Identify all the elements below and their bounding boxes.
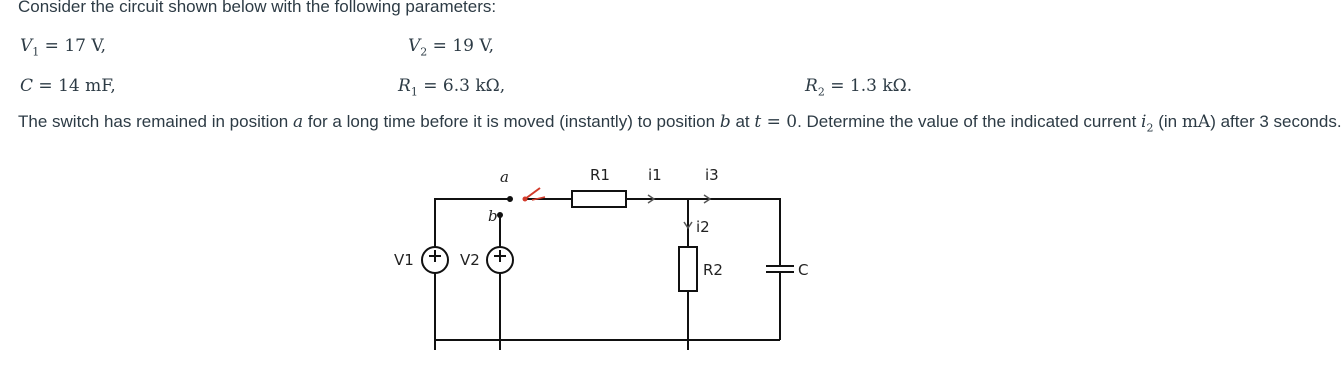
r1-resistor: [572, 191, 626, 207]
v1-source-symbol: [422, 247, 448, 273]
label-i3: i3: [705, 166, 719, 184]
param-v1-value: 17 V,: [64, 36, 107, 56]
label-b: b: [488, 207, 498, 225]
param-v2: $V_2 = 19$ V,: [408, 36, 495, 59]
label-r1: R1: [590, 166, 610, 184]
switch-contact-a: [507, 196, 513, 202]
label-i2: i2: [696, 218, 710, 236]
label-r2: R2: [703, 261, 723, 279]
r2-resistor: [679, 247, 697, 291]
param-c-value: 14 mF,: [58, 76, 116, 96]
param-v1: $V_1 = 17$ V,: [20, 36, 107, 59]
param-v2-value: 19 V,: [452, 36, 495, 56]
label-i1: i1: [648, 166, 662, 184]
param-r2-value: 1.3 kΩ.: [849, 76, 913, 96]
circuit-diagram: [360, 160, 840, 360]
label-c: C: [798, 261, 809, 279]
param-r1-value: 6.3 kΩ,: [442, 76, 506, 96]
switch-contact-b: [497, 212, 503, 218]
intro-text: Consider the circuit shown below with the following parameters:: [18, 0, 497, 16]
label-v1: V1: [394, 251, 414, 269]
label-a: a: [500, 168, 509, 186]
label-v2: V2: [460, 251, 480, 269]
param-c: C = 14 mF,: [20, 76, 116, 96]
param-r1: $R_1 = 6.3$ kΩ,: [398, 76, 506, 99]
v2-source-symbol: [487, 247, 513, 273]
question-text: The switch has remained in position a for a long time before it is moved (instantly) to position b at t = 0. Determine the value of the indicated current $i_2$ (in mA) after 3 seconds.: [18, 112, 1342, 135]
param-r2: $R_2 = 1.3$ kΩ.: [805, 76, 913, 99]
circuit-wires: [435, 199, 780, 350]
